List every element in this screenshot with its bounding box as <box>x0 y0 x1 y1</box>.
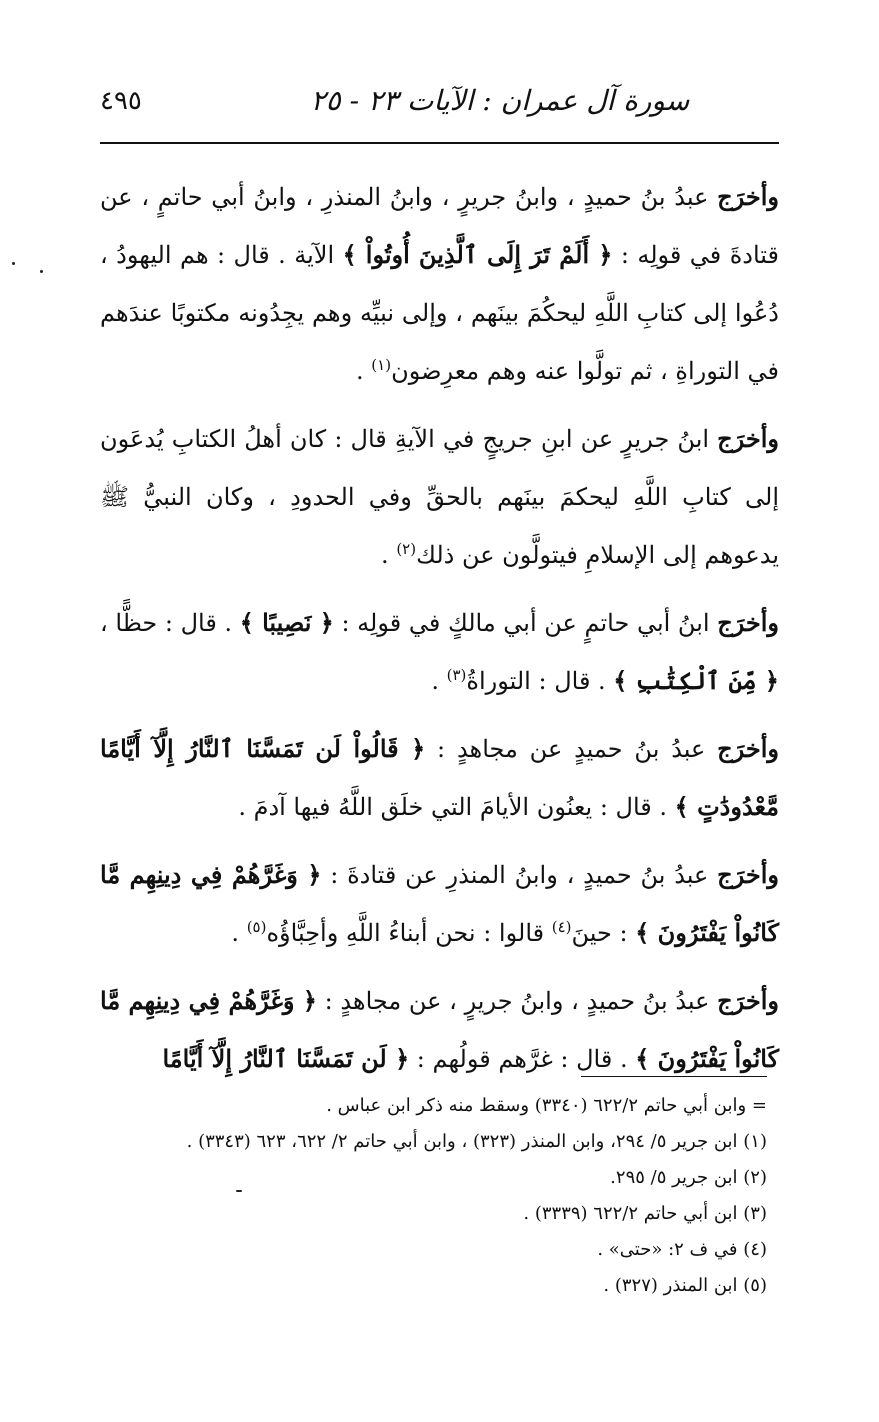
footnote: = وابن أبي حاتم ٦٢٢/٢ (٣٣٤٠) وسقط منه ذكر ابن عباس . <box>326 1095 767 1116</box>
quran-quote: ﴿ لَن تَمَسَّنَا ٱلنَّارُ إِلَّآ أَيَّامًا <box>162 1044 410 1073</box>
footnotes <box>100 1088 767 1304</box>
footnote-ref: (٣) <box>446 666 467 684</box>
footnote: (٤) في ف ٢: «حتى» . <box>597 1239 767 1260</box>
scan-speck <box>40 270 43 273</box>
text-run: . قال : التوراةُ <box>466 667 614 695</box>
text-run: . قال : غرَّهم قولُهم : <box>409 1045 636 1073</box>
paragraph <box>100 846 779 962</box>
text-run: عبدُ بنُ حميدٍ ، وابنُ المنذرِ عن قتادةَ : <box>321 861 718 889</box>
paragraph-lead: وأخرَج <box>717 424 779 453</box>
footnote-ref: (٤) <box>551 918 572 936</box>
text-run: : حينَ <box>571 919 636 947</box>
paragraph-lead: وأخرَج <box>717 860 779 889</box>
text-run: ابنُ أبي حاتمٍ عن أبي مالكٍ في قولِه : <box>333 609 718 637</box>
text-run: . <box>381 541 397 569</box>
scan-speck <box>12 262 15 265</box>
footnote: (٣) ابن أبي حاتم ٦٢٢/٢ (٣٣٣٩) . <box>523 1203 767 1224</box>
paragraph <box>100 410 779 584</box>
footnote: (٢) ابن جرير ٥/ ٢٩٥. <box>610 1167 767 1188</box>
quran-quote: ﴿ أَلَمْ تَرَ إِلَى ٱلَّذِينَ أُوتُواْ ﴾ <box>342 240 613 269</box>
main-text <box>100 168 779 1098</box>
paragraph-lead: وأخرَج <box>717 734 779 763</box>
text-run: . <box>431 667 447 695</box>
text-run: . قال : يعنُون الأيامَ التي خلَق اللَّهُ فيها آدمَ . <box>238 793 675 821</box>
text-run: ابنُ جريرٍ عن ابنِ جريجٍ في الآيةِ قال : كان أهلُ الكتابِ يُدعَون إلى كتابِ اللَّهِ ليحكمَ بينَهم بالحقِّ وفي الحدودِ ، وكان النبيُّ ﷺ يدعوهم إلى الإسلامِ فيتولَّون عن ذلك <box>100 425 779 569</box>
quran-quote: ﴿ نَصِيبًا ﴾ <box>239 608 334 637</box>
paragraph-lead: وأخرَج <box>717 182 779 211</box>
text-run: الآية . قال : هم اليهودُ ، دُعُوا إلى كتابِ اللَّهِ ليحكُمَ بينَهم ، وإلى نبيِّه وهم يجِدُونه مكتوبًا عندَهم في التوراةِ ، ثم تولَّوا عنه وهم معرِضون <box>100 241 779 385</box>
quran-quote: ﴿ قَالُواْ لَن تَمَسَّنَا ٱلنَّارُ إِلَّآ أَيَّامًا مَّعْدُودَٰتٍ ﴾ <box>100 734 779 821</box>
quran-quote: ﴿ مِّنَ ٱلْكِتَٰبِ ﴾ <box>613 666 779 695</box>
scan-speck <box>236 1190 242 1192</box>
paragraph <box>100 594 779 710</box>
page-number: ٤٩٥ <box>100 86 142 116</box>
text-run: . قال : حظًّا ، <box>100 609 240 637</box>
footnote-divider <box>581 1076 767 1077</box>
footnote-ref: (٢) <box>396 540 417 558</box>
running-title: سورة آل عمران : الآيات ٢٣ - ٢٥ <box>310 84 690 117</box>
paragraph-lead: وأخرَج <box>717 608 780 637</box>
footnote: (٥) ابن المنذر (٣٢٧) . <box>603 1275 767 1296</box>
footnote-ref: (٥) <box>246 918 267 936</box>
paragraph-lead: وأخرَج <box>717 986 779 1015</box>
footnote: (١) ابن جرير ٥/ ٢٩٤، وابن المنذر (٣٢٣) ، وابن أبي حاتم ٢/ ٦٢٢، ٦٢٣ (٣٣٤٣) . <box>186 1131 767 1152</box>
text-run: عبدُ بنُ حميدٍ عن مجاهدٍ : <box>425 735 718 763</box>
quran-quote: ﴿ وَغَرَّهُمْ فِي دِينِهِم مَّا كَانُواْ يَفْتَرُونَ ﴾ <box>100 860 779 947</box>
quran-quote: ﴿ وَغَرَّهُمْ فِي دِينِهِم مَّا كَانُواْ يَفْتَرُونَ ﴾ <box>100 986 779 1073</box>
paragraph <box>100 720 779 836</box>
text-run: عبدُ بنُ حميدٍ ، وابنُ جريرٍ ، عن مجاهدٍ : <box>316 987 718 1015</box>
paragraph <box>100 972 779 1088</box>
footnote-ref: (١) <box>371 356 392 374</box>
paragraph <box>100 168 779 400</box>
text-run: عبدُ بنُ حميدٍ ، وابنُ جريرٍ ، وابنُ المنذرِ ، وابنُ أبي حاتمٍ ، عن قتادةَ في قولِه : <box>100 183 779 269</box>
page-header <box>100 80 779 144</box>
text-run: قالوا : نحن أبناءُ اللَّهِ وأحِبَّاؤُه <box>266 919 552 947</box>
text-run: . <box>356 357 372 385</box>
text-run: . <box>231 919 247 947</box>
